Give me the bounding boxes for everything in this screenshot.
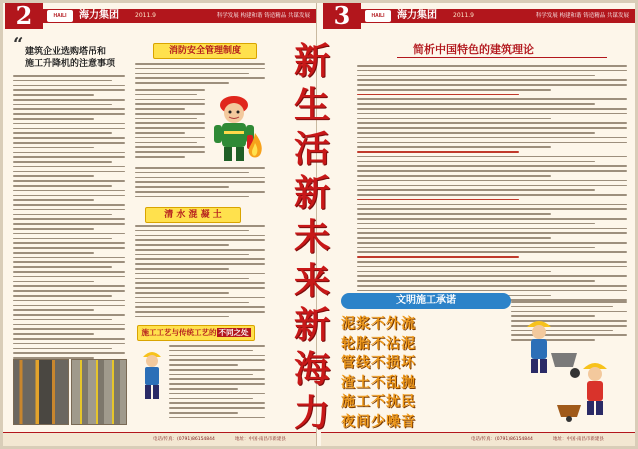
article1-body xyxy=(13,75,125,362)
slogan-char: 海 xyxy=(293,348,330,390)
construction-worker-icon xyxy=(137,347,167,403)
craft-comparison-prefix: 施工工艺与传统工艺的 xyxy=(141,328,217,337)
footer-address: 地址：中国·南昌市新建县 xyxy=(235,437,286,442)
page-number: 2 xyxy=(5,3,43,29)
slogan-char: 新 xyxy=(293,304,330,346)
page-header xyxy=(3,3,316,29)
brand-name: 海力集团 xyxy=(397,10,437,21)
craft-comparison-banner xyxy=(137,325,255,341)
photo-construction-hoist xyxy=(71,359,127,425)
promise-line: 管线不损坏 xyxy=(341,355,416,371)
slogan-char: 新 xyxy=(293,172,330,214)
clear-concrete-body xyxy=(135,225,265,321)
worker-figure xyxy=(137,347,167,403)
promise-heading: 文明施工承诺 xyxy=(341,293,511,309)
quote-icon: “ xyxy=(13,34,24,55)
civilized-construction-promise xyxy=(341,293,511,432)
slogan-char: 生 xyxy=(293,84,330,126)
issue-date: 2011.9 xyxy=(453,12,474,19)
slogan-char: 未 xyxy=(293,216,330,258)
page-3 xyxy=(321,3,635,446)
footer-address: 地址：中国·南昌市新建县 xyxy=(553,437,604,442)
article1-title-line2: 施工升降机的注意事项 xyxy=(25,59,116,69)
worker-illustrations xyxy=(517,313,627,423)
fire-flame-icon xyxy=(245,131,265,161)
slogan-char: 新 xyxy=(293,40,330,82)
slogan-char: 力 xyxy=(293,392,330,434)
page-number: 3 xyxy=(323,3,361,29)
slogan-char: 活 xyxy=(293,128,330,170)
fire-safety-rules xyxy=(135,89,205,161)
brand-name: 海力集团 xyxy=(79,10,119,21)
promise-line: 施工不扰民 xyxy=(341,394,416,410)
promise-line: 渣土不乱抛 xyxy=(341,374,416,391)
fire-safety-banner: 消防安全管理制度 xyxy=(153,43,257,59)
company-logo: HAILI xyxy=(47,10,73,22)
vertical-slogan xyxy=(285,39,339,434)
page-2 xyxy=(3,3,317,446)
title-rule xyxy=(397,57,607,58)
article-title: 简析中国特色的建筑理论 xyxy=(413,43,534,56)
page-header xyxy=(321,3,635,29)
workers-with-wheelbarrow-icon xyxy=(517,313,627,423)
footer-phone: 电话/传真：(0791)86154844 xyxy=(153,437,215,442)
craft-comparison-body xyxy=(169,345,265,422)
craft-comparison-accent: 不同之处 xyxy=(218,328,249,337)
header-slogan: 科学发展 构建和谐 铸造精品 共谋发展 xyxy=(535,13,629,19)
promise-line: 夜间少噪音 xyxy=(341,413,416,430)
article1-title-line1: 建筑企业选购塔吊和 xyxy=(25,47,107,57)
slogan-char: 来 xyxy=(293,260,330,302)
promise-line: 泥浆不外流 xyxy=(341,316,416,332)
article-body xyxy=(357,65,627,304)
page-footer xyxy=(321,432,635,446)
newspaper-spread xyxy=(3,3,635,446)
fire-safety-body xyxy=(135,167,265,200)
company-logo: HAILI xyxy=(365,10,391,22)
header-slogan: 科学发展 构建和谐 铸造精品 共谋发展 xyxy=(216,13,310,19)
issue-date: 2011.9 xyxy=(135,12,156,19)
footer-phone: 电话/传真：(0791)86154844 xyxy=(471,437,533,442)
article1-title xyxy=(13,34,123,69)
clear-concrete-banner: 清 水 混 凝 土 xyxy=(145,207,241,223)
photo-tower-crane xyxy=(13,359,69,425)
promise-line: 轮胎不沾泥 xyxy=(341,335,416,352)
fire-safety-intro xyxy=(135,63,265,87)
page-footer xyxy=(3,432,316,446)
